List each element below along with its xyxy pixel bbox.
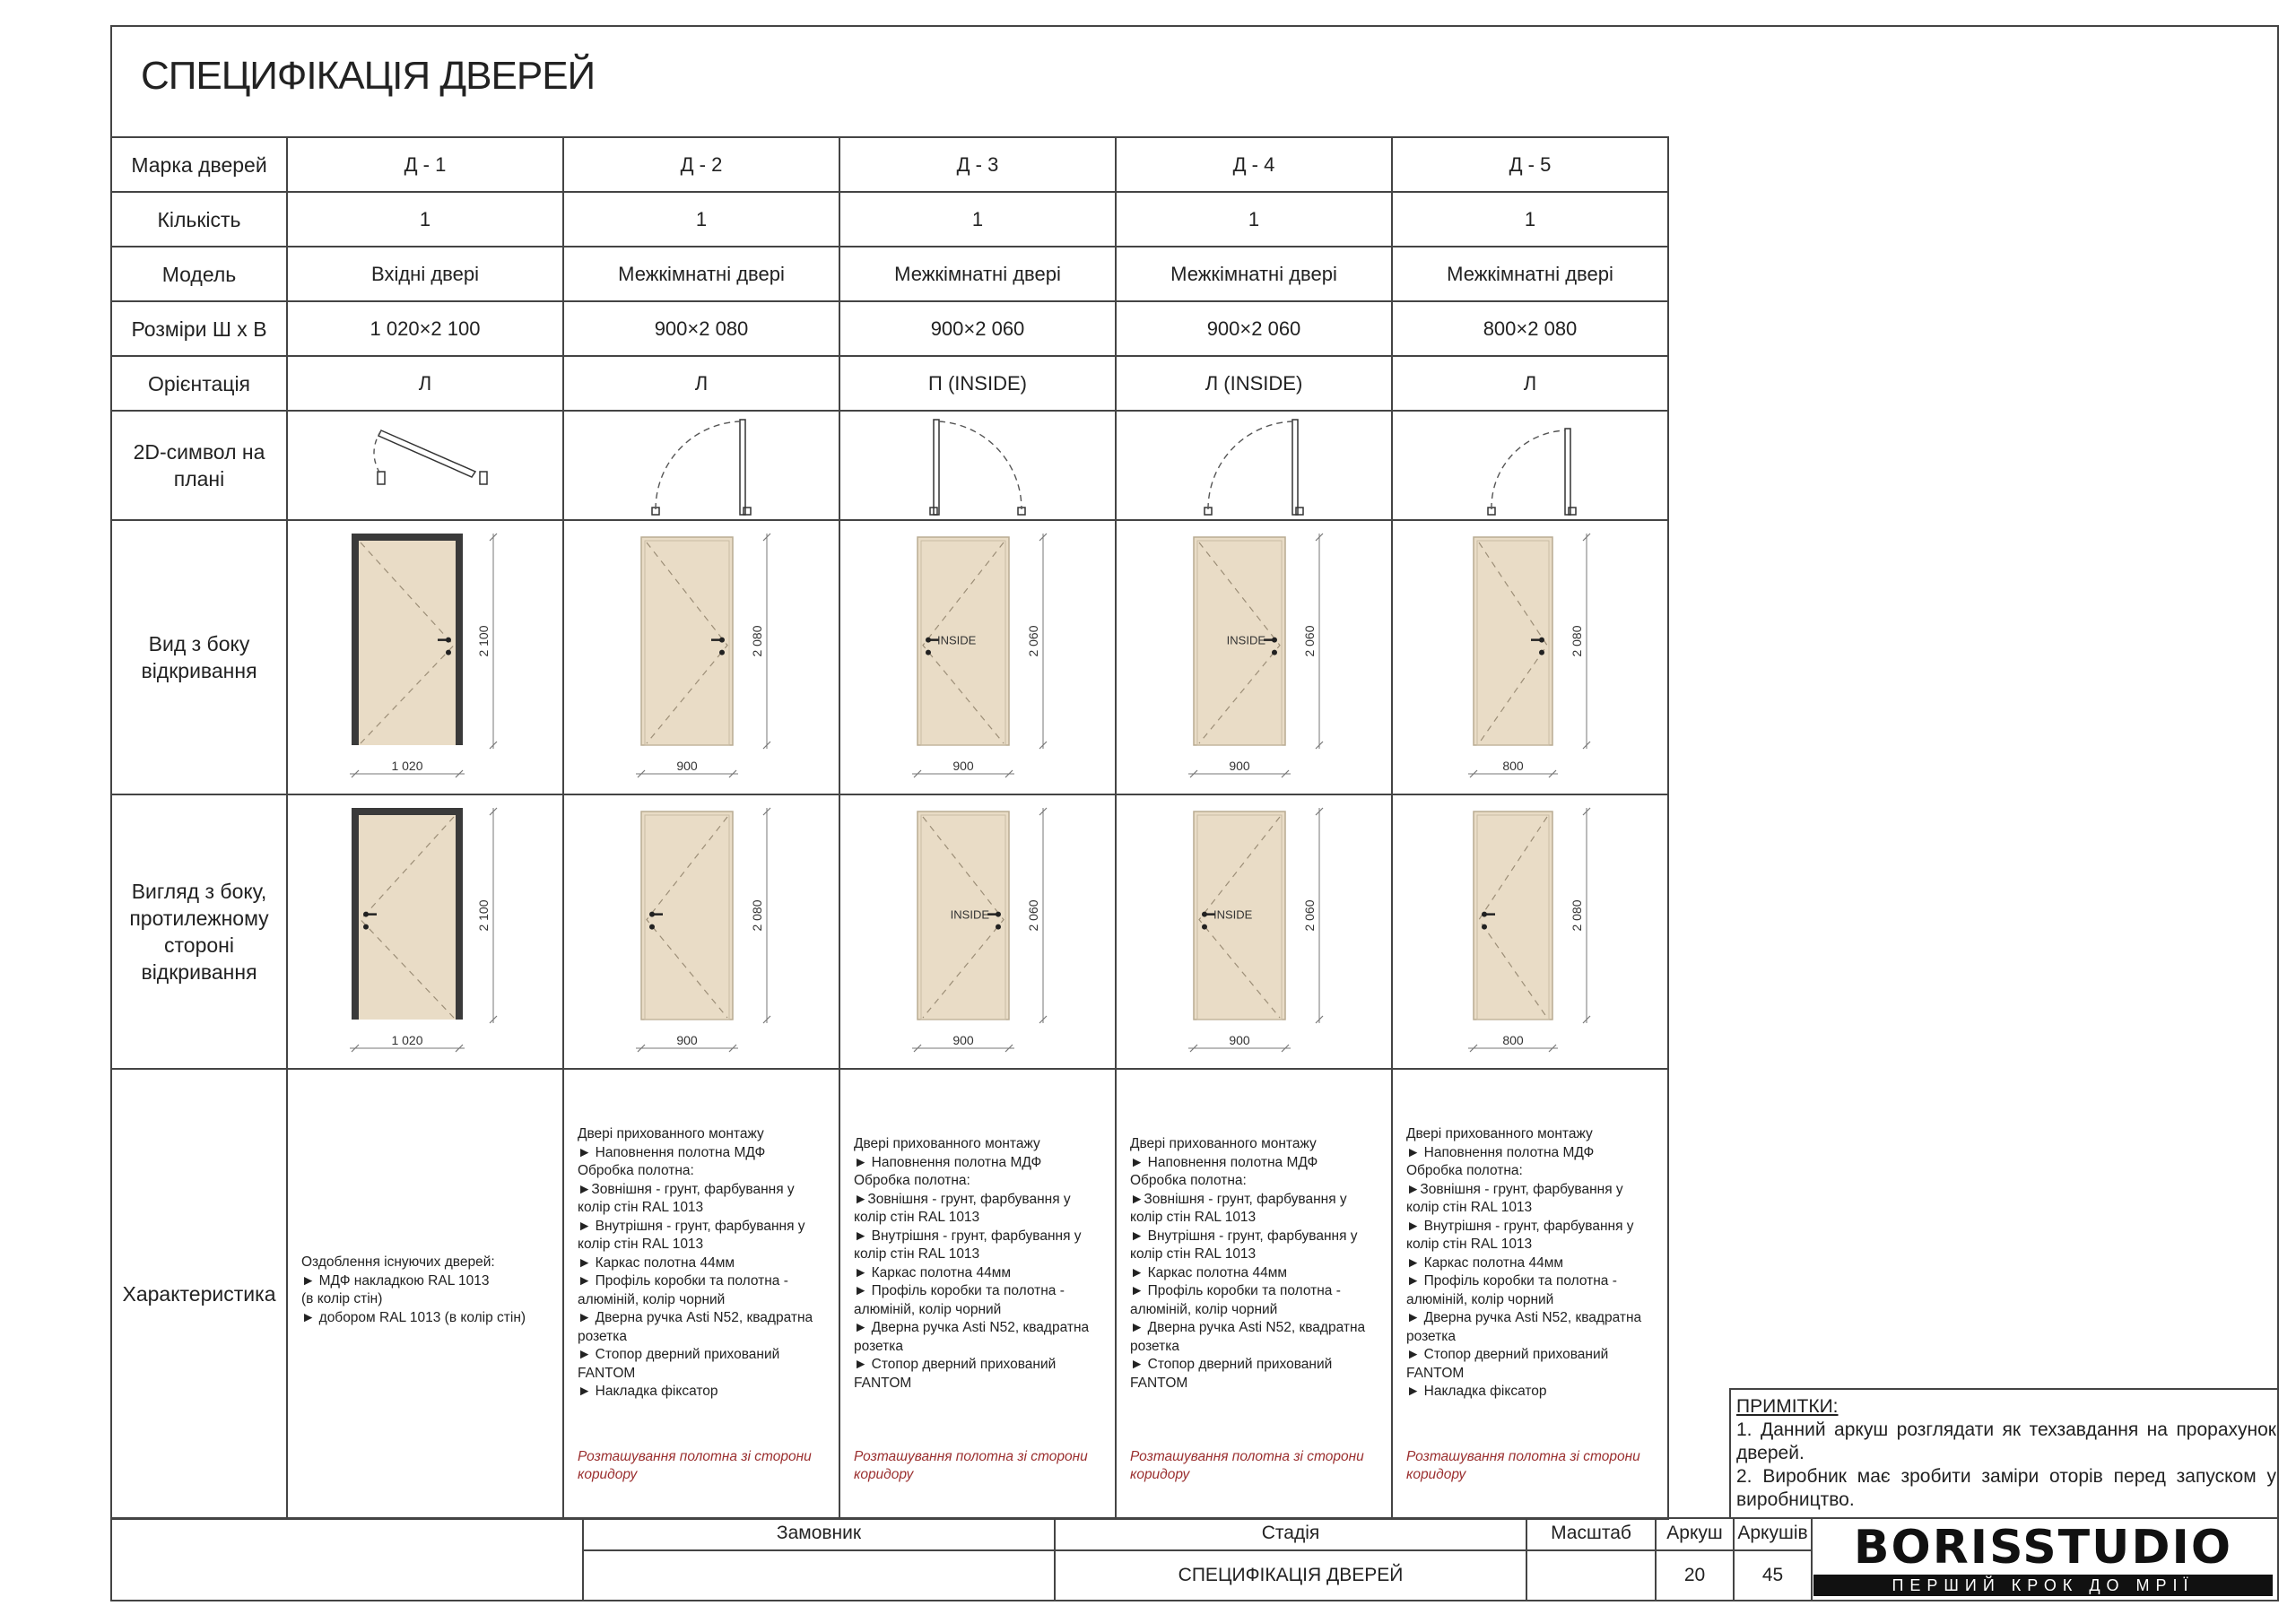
width-dimension-label: 1 020 — [391, 759, 423, 773]
notes-title: ПРИМІТКИ: — [1736, 1396, 1839, 1417]
cell-size: 1 020×2 100 — [287, 301, 563, 356]
cell-qty: 1 — [1116, 192, 1392, 247]
lock-cylinder — [996, 924, 1001, 930]
cell-orientation: Л — [287, 356, 563, 411]
height-dimension-label: 2 060 — [1026, 625, 1040, 657]
row-characteristics — [111, 1069, 1668, 1519]
cell-mark: Д - 4 — [1116, 137, 1392, 192]
cell-view — [839, 520, 1116, 794]
placement-note: Розташування полотна зі сторони коридору — [1406, 1449, 1640, 1482]
notes-item: 2. Виробник має зробити заміри оторів перед запуском у виробництво. — [1736, 1466, 2276, 1510]
row-label-model: Модель — [111, 247, 287, 301]
cell-view — [1392, 794, 1668, 1069]
cell-orientation: П (INSIDE) — [839, 356, 1116, 411]
height-dimension-label: 2 080 — [750, 899, 764, 932]
cell-size: 900×2 080 — [563, 301, 839, 356]
plan-symbol-d3-icon — [840, 412, 1115, 518]
characteristics-text: Оздоблення існуючих дверей: ► МДФ накладкою RAL 1013 (в колір стін) ► добором RAL 1013 (в колір стін) — [301, 1254, 526, 1325]
cell-symbol — [563, 411, 839, 520]
cell-model: Межкімнатні двері — [1392, 247, 1668, 301]
cell-symbol — [1116, 411, 1392, 520]
door-elevation-opposite-d5 — [1393, 797, 1667, 1066]
row-view-opposite — [111, 794, 1668, 1069]
handle-rose — [1272, 638, 1277, 643]
cell-orientation: Л — [563, 356, 839, 411]
handle-rose — [1539, 638, 1544, 643]
width-dimension-label: 900 — [952, 759, 974, 773]
door-elevation-opposite-d4 — [1117, 797, 1391, 1066]
placement-note: Розташування полотна зі сторони коридору — [578, 1449, 812, 1482]
cell-model: Межкімнатні двері — [839, 247, 1116, 301]
height-dimension-label: 2 100 — [476, 625, 491, 657]
plan-symbol-d1-icon — [288, 412, 562, 518]
lock-cylinder — [649, 924, 655, 930]
plan-symbol-d4-icon — [1117, 412, 1391, 518]
cell-model: Вхідні двері — [287, 247, 563, 301]
inside-label: INSIDE — [950, 907, 989, 922]
cell-size: 900×2 060 — [839, 301, 1116, 356]
lock-cylinder — [446, 650, 451, 655]
handle-rose — [363, 912, 369, 917]
cell-model: Межкімнатні двері — [1116, 247, 1392, 301]
row-orientation — [111, 356, 1668, 411]
inside-label: INSIDE — [1213, 907, 1253, 922]
width-dimension-label: 900 — [1229, 1033, 1250, 1047]
stage-label: Стадія — [1054, 1517, 1526, 1549]
cell-characteristics — [1392, 1069, 1668, 1519]
scale-value — [1526, 1549, 1655, 1601]
door-elevation-opposite-d3 — [840, 797, 1115, 1066]
cell-view — [839, 794, 1116, 1069]
cell-qty: 1 — [287, 192, 563, 247]
width-dimension-label: 900 — [1229, 759, 1250, 773]
characteristics-text: Двері прихованного монтажу ► Наповнення полотна МДФ Обробка полотна: ►Зовнішня - грунт, фарбування у колір стін RAL 1013 ► Внутрішня - грунт, фарбування у колір стін RAL 1013 ► Каркас полотна 44мм ► Профіль коробки та полотна - алюміній, колір чорний ► Дверна ручка Asti N52, квадратна розетка ► Стопор дверний прихований FANTOM — [1130, 1136, 1366, 1391]
cell-view — [563, 794, 839, 1069]
height-dimension-label: 2 080 — [1570, 899, 1584, 932]
height-dimension-label: 2 060 — [1302, 625, 1317, 657]
cell-characteristics — [287, 1069, 563, 1519]
cell-model: Межкімнатні двері — [563, 247, 839, 301]
row-size — [111, 301, 1668, 356]
cell-mark: Д - 1 — [287, 137, 563, 192]
door-spec-table — [110, 136, 1669, 1520]
door-elevation-d2 — [564, 523, 839, 792]
door-panel — [641, 537, 733, 745]
cell-characteristics — [1116, 1069, 1392, 1519]
row-label-qty: Кількість — [111, 192, 287, 247]
characteristics-text: Двері прихованного монтажу ► Наповнення полотна МДФ Обробка полотна: ►Зовнішня - грунт, фарбування у колір стін RAL 1013 ► Внутрішня - грунт, фарбування у колір стін RAL 1013 ► Каркас полотна 44мм ► Профіль коробки та полотна - алюміній, колір чорний ► Дверна ручка Asti N52, квадратна розетка ► Стопор дверний прихований FANTOM ► Накладка фіксатор — [578, 1126, 813, 1399]
placement-note: Розташування полотна зі сторони коридору — [1130, 1449, 1364, 1482]
cell-symbol — [839, 411, 1116, 520]
lock-cylinder — [363, 924, 369, 930]
door-panel — [641, 812, 733, 1020]
logo-wordmark: BORISSTUDIO — [1853, 1521, 2233, 1575]
row-label-view-open: Вид з боку відкривання — [111, 520, 287, 794]
cell-view — [287, 794, 563, 1069]
studio-logo — [1813, 1523, 2273, 1598]
cell-qty: 1 — [1392, 192, 1668, 247]
characteristics-text: Двері прихованного монтажу ► Наповнення полотна МДФ Обробка полотна: ►Зовнішня - грунт, фарбування у колір стін RAL 1013 ► Внутрішня - грунт, фарбування у колір стін RAL 1013 ► Каркас полотна 44мм ► Профіль коробки та полотна - алюміній, колір чорний ► Дверна ручка Asti N52, квадратна розетка ► Стопор дверний прихований FANTOM — [854, 1136, 1090, 1391]
lock-cylinder — [1202, 924, 1207, 930]
door-elevation-opposite-d1 — [288, 797, 562, 1066]
sheet-title: СПЕЦИФІКАЦІЯ ДВЕРЕЙ — [141, 54, 596, 98]
height-dimension-label: 2 080 — [1570, 625, 1584, 657]
placement-note: Розташування полотна зі сторони коридору — [854, 1449, 1088, 1482]
lock-cylinder — [719, 650, 725, 655]
cell-view — [1116, 520, 1392, 794]
scale-label: Масштаб — [1526, 1517, 1655, 1549]
logo-tagline: ПЕРШИЙ КРОК ДО МРІЇ — [1813, 1575, 2273, 1596]
handle-rose — [649, 912, 655, 917]
handle-rose — [719, 638, 725, 643]
cell-mark: Д - 3 — [839, 137, 1116, 192]
row-label-symbol: 2D-символ на плані — [111, 411, 287, 520]
handle-rose — [1202, 912, 1207, 917]
height-dimension-label: 2 060 — [1026, 899, 1040, 932]
cell-mark: Д - 5 — [1392, 137, 1668, 192]
width-dimension-label: 900 — [676, 759, 698, 773]
cell-size: 800×2 080 — [1392, 301, 1668, 356]
sheet-label: Аркуш — [1655, 1517, 1733, 1549]
row-symbol — [111, 411, 1668, 520]
row-view-open — [111, 520, 1668, 794]
cell-mark: Д - 2 — [563, 137, 839, 192]
door-panel — [359, 815, 456, 1020]
notes-panel — [1729, 1388, 2278, 1517]
handle-rose — [926, 638, 931, 643]
handle-rose — [446, 638, 451, 643]
row-model — [111, 247, 1668, 301]
cell-view — [1392, 520, 1668, 794]
notes-item: 1. Данний аркуш розглядати як техзавдання на прорахунок дверей. — [1736, 1419, 2276, 1463]
inside-label: INSIDE — [937, 633, 977, 647]
width-dimension-label: 900 — [952, 1033, 974, 1047]
cell-characteristics — [563, 1069, 839, 1519]
height-dimension-label: 2 060 — [1302, 899, 1317, 932]
row-qty — [111, 192, 1668, 247]
sheet-number: 20 — [1655, 1549, 1733, 1601]
door-elevation-d3 — [840, 523, 1115, 792]
handle-rose — [996, 912, 1001, 917]
cell-view — [563, 520, 839, 794]
lock-cylinder — [1539, 650, 1544, 655]
width-dimension-label: 900 — [676, 1033, 698, 1047]
row-label-view-opposite: Вигляд з боку, протилежному стороні відкривання — [111, 794, 287, 1069]
door-elevation-d5 — [1393, 523, 1667, 792]
cell-orientation: Л — [1392, 356, 1668, 411]
door-elevation-d1 — [288, 523, 562, 792]
door-panel — [359, 541, 456, 745]
cell-view — [1116, 794, 1392, 1069]
sheets-total: 45 — [1733, 1549, 1811, 1601]
plan-symbol-d2-icon — [564, 412, 839, 518]
cell-symbol — [287, 411, 563, 520]
width-dimension-label: 800 — [1502, 1033, 1524, 1047]
lock-cylinder — [926, 650, 931, 655]
lock-cylinder — [1272, 650, 1277, 655]
sheets-label: Аркушів — [1733, 1517, 1811, 1549]
cell-qty: 1 — [563, 192, 839, 247]
width-dimension-label: 800 — [1502, 759, 1524, 773]
height-dimension-label: 2 100 — [476, 899, 491, 932]
cell-qty: 1 — [839, 192, 1116, 247]
stage-value: СПЕЦИФІКАЦІЯ ДВЕРЕЙ — [1054, 1549, 1526, 1601]
width-dimension-label: 1 020 — [391, 1033, 423, 1047]
row-label-mark: Марка дверей — [111, 137, 287, 192]
cell-symbol — [1392, 411, 1668, 520]
cell-orientation: Л (INSIDE) — [1116, 356, 1392, 411]
cell-view — [287, 520, 563, 794]
door-elevation-d4 — [1117, 523, 1391, 792]
handle-rose — [1482, 912, 1487, 917]
row-label-orientation: Орієнтація — [111, 356, 287, 411]
lock-cylinder — [1482, 924, 1487, 930]
cell-characteristics — [839, 1069, 1116, 1519]
characteristics-text: Двері прихованного монтажу ► Наповнення полотна МДФ Обробка полотна: ►Зовнішня - грунт, фарбування у колір стін RAL 1013 ► Внутрішня - грунт, фарбування у колір стін RAL 1013 ► Каркас полотна 44мм ► Профіль коробки та полотна - алюміній, колір чорний ► Дверна ручка Asti N52, квадратна розетка ► Стопор дверний прихований FANTOM ► Накладка фіксатор — [1406, 1126, 1642, 1399]
height-dimension-label: 2 080 — [750, 625, 764, 657]
row-label-characteristics: Характеристика — [111, 1069, 287, 1519]
door-elevation-opposite-d2 — [564, 797, 839, 1066]
inside-label: INSIDE — [1226, 633, 1265, 647]
plan-symbol-d5-icon — [1393, 412, 1667, 518]
row-label-size: Розміри Ш х В — [111, 301, 287, 356]
row-mark — [111, 137, 1668, 192]
cell-size: 900×2 060 — [1116, 301, 1392, 356]
customer-value — [582, 1549, 1054, 1601]
customer-label: Замовник — [582, 1517, 1054, 1549]
